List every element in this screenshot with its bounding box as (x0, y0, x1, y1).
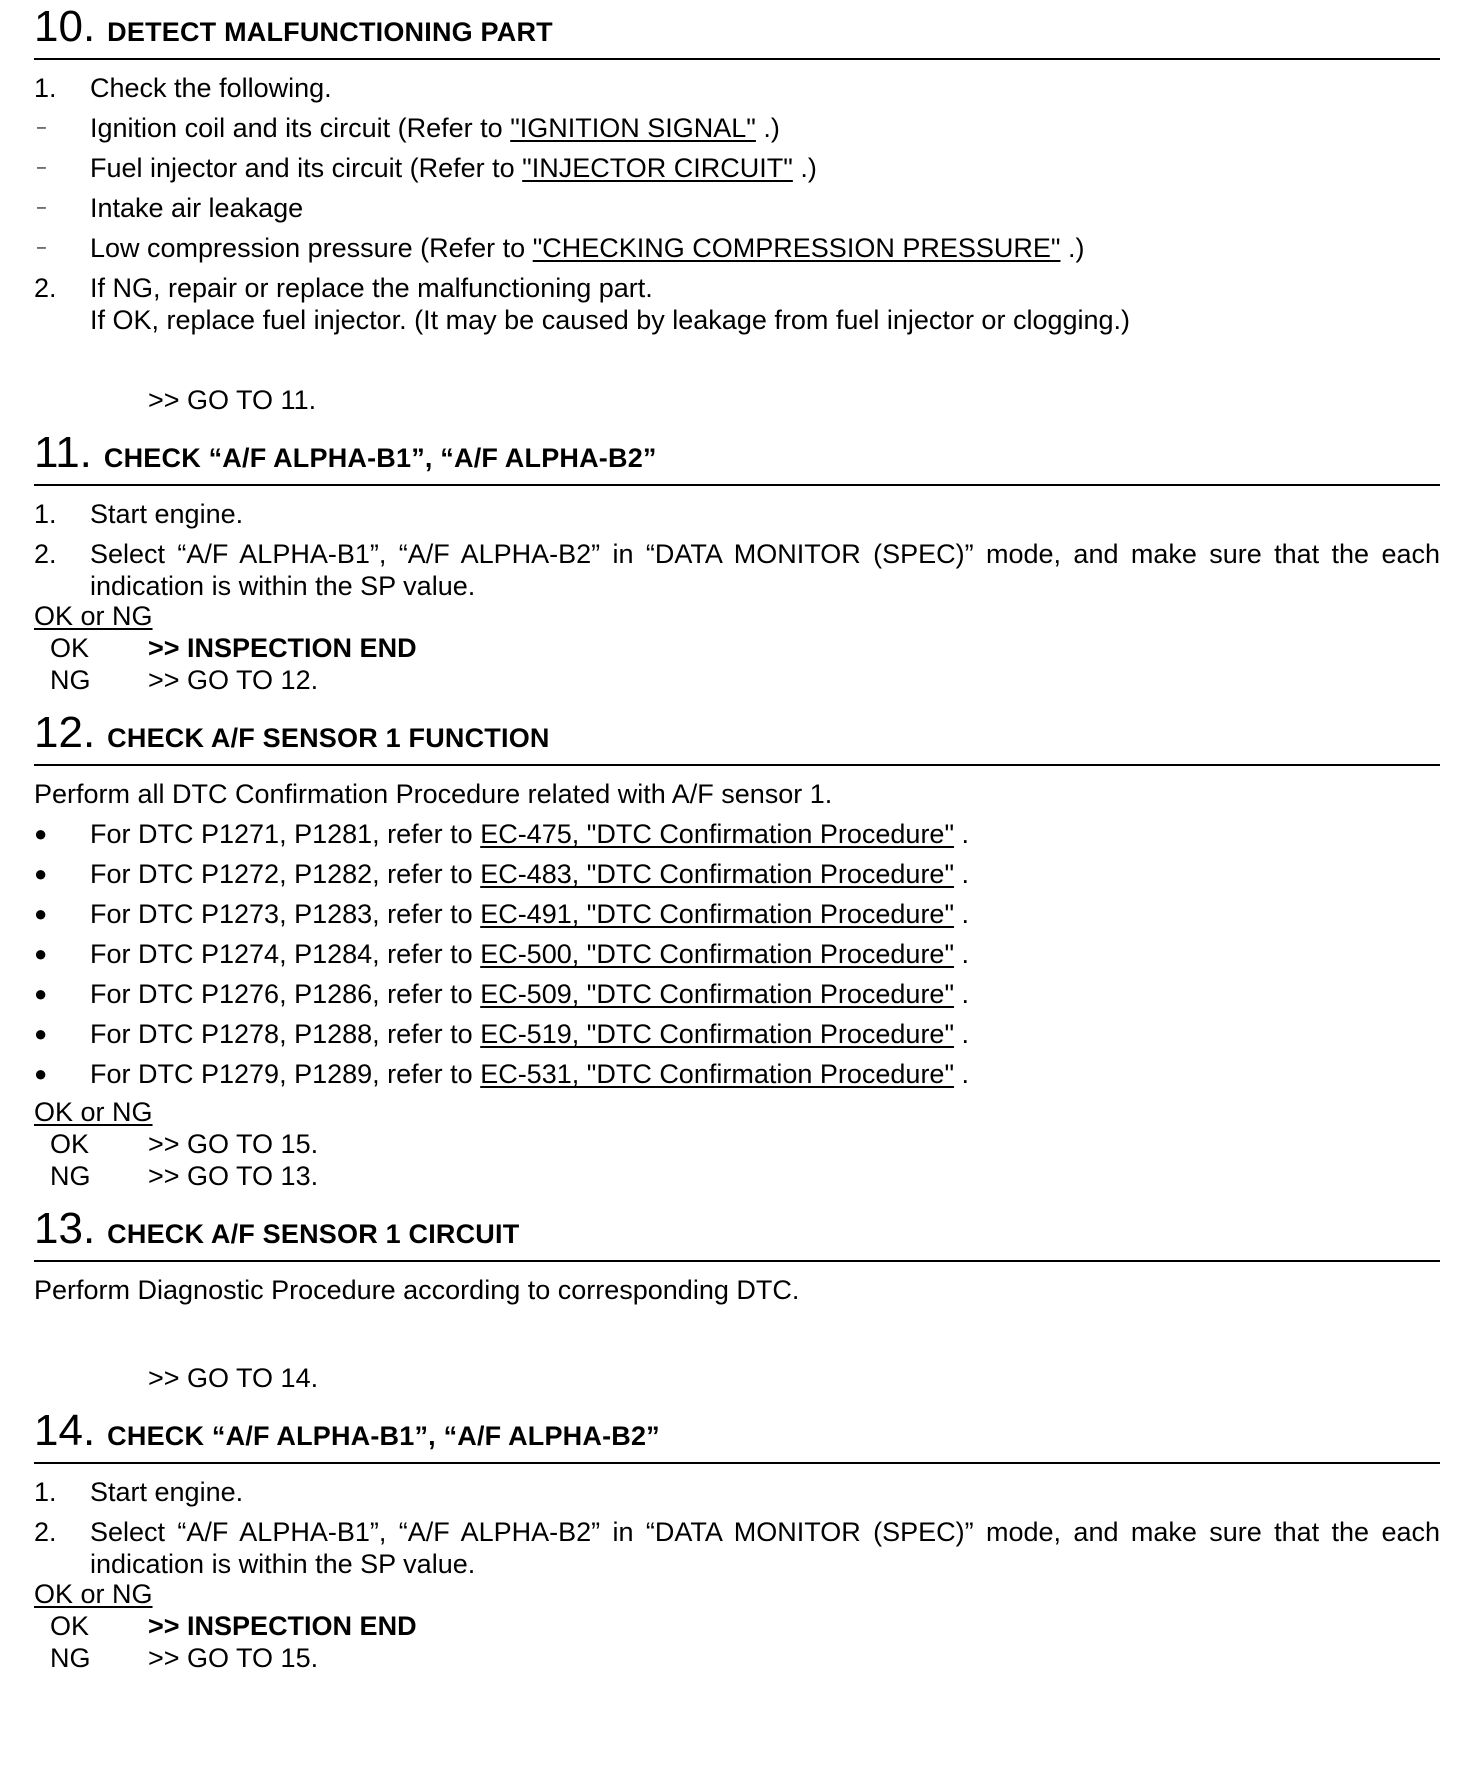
dash-marker: – (37, 119, 46, 136)
result-label: NG (50, 1161, 91, 1191)
list-text-tail: . (954, 859, 970, 889)
list-text-tail: . (954, 1019, 970, 1049)
step-title: CHECK A/F SENSOR 1 FUNCTION (107, 723, 550, 753)
step-number: 10. (34, 2, 96, 51)
list-text: For DTC P1278, P1288, refer to (90, 1019, 481, 1049)
step-13-header (34, 1202, 1440, 1262)
ec-491-link[interactable]: EC-491, "DTC Confirmation Procedure" (480, 899, 955, 929)
list-text: For DTC P1272, P1282, refer to (90, 859, 481, 889)
ok-or-ng-heading: OK or NG (34, 601, 153, 631)
ec-509-link[interactable]: EC-509, "DTC Confirmation Procedure" (480, 979, 955, 1009)
ignition-signal-link[interactable]: "IGNITION SIGNAL" (510, 113, 756, 143)
step-title: CHECK “A/F ALPHA-B1”, “A/F ALPHA-B2” (107, 1421, 660, 1451)
list-text: Low compression pressure (Refer to (90, 233, 533, 263)
list-item (34, 192, 1440, 232)
list-text-tail: . (954, 979, 970, 1009)
result-label: OK (50, 1611, 90, 1641)
ec-483-link[interactable]: EC-483, "DTC Confirmation Procedure" (480, 859, 955, 889)
bullet-icon: ● (34, 941, 48, 966)
document-page (34, 0, 1440, 1674)
result-ok-row (34, 1128, 1440, 1160)
step-number: 12. (34, 708, 96, 757)
intro-text: Perform all DTC Confirmation Procedure related with A/F sensor 1. (34, 779, 833, 809)
injector-circuit-link[interactable]: "INJECTOR CIRCUIT" (522, 153, 793, 183)
list-text: Ignition coil and its circuit (Refer to (90, 113, 511, 143)
result-action: >> INSPECTION END (148, 633, 417, 663)
list-marker: 2. (34, 273, 57, 303)
bullet-icon: ● (34, 901, 48, 926)
ec-500-link[interactable]: EC-500, "DTC Confirmation Procedure" (480, 939, 955, 969)
goto-action: >> GO TO 14. (148, 1363, 319, 1393)
list-item (34, 938, 1440, 978)
result-label: OK (50, 1129, 90, 1159)
ok-or-ng-heading: OK or NG (34, 1579, 153, 1609)
step-12-header (34, 706, 1440, 766)
list-text-tail: .) (755, 113, 780, 143)
list-text-tail: . (954, 899, 970, 929)
list-text: For DTC P1279, P1289, refer to (90, 1059, 481, 1089)
dash-marker: – (37, 199, 46, 216)
list-text: Start engine. (90, 499, 244, 529)
list-item (34, 818, 1440, 858)
list-text-tail: .) (1060, 233, 1085, 263)
result-action: >> GO TO 15. (148, 1643, 319, 1673)
result-action: >> INSPECTION END (148, 1611, 417, 1641)
list-item (34, 898, 1440, 938)
list-text: Select “A/F ALPHA-B1”, “A/F ALPHA-B2” in “DATA MONITOR (SPEC)” mode, and make sure that the each indication is within the SP value. (90, 1517, 1440, 1579)
result-ng-row (34, 664, 1440, 696)
result-label: NG (50, 665, 91, 695)
ec-531-link[interactable]: EC-531, "DTC Confirmation Procedure" (480, 1059, 955, 1089)
list-text: Intake air leakage (90, 193, 304, 223)
bullet-icon: ● (34, 981, 48, 1006)
list-item (34, 232, 1440, 272)
result-ok-row (34, 632, 1440, 664)
list-marker: 2. (34, 1517, 57, 1547)
ec-519-link[interactable]: EC-519, "DTC Confirmation Procedure" (480, 1019, 955, 1049)
list-marker: 1. (34, 1477, 57, 1507)
bullet-icon: ● (34, 1061, 48, 1086)
list-text: Start engine. (90, 1477, 244, 1507)
result-action: >> GO TO 12. (148, 665, 319, 695)
list-text: For DTC P1276, P1286, refer to (90, 979, 481, 1009)
compression-pressure-link[interactable]: "CHECKING COMPRESSION PRESSURE" (532, 233, 1061, 263)
dash-marker: – (37, 159, 46, 176)
list-text-tail: .) (792, 153, 817, 183)
step-title: CHECK A/F SENSOR 1 CIRCUIT (107, 1219, 520, 1249)
step-number: 14. (34, 1406, 96, 1455)
ok-or-ng-heading: OK or NG (34, 1097, 153, 1127)
intro-text: Perform Diagnostic Procedure according to corresponding DTC. (34, 1275, 800, 1305)
list-item (34, 152, 1440, 192)
list-text-tail: . (954, 939, 970, 969)
list-text: For DTC P1271, P1281, refer to (90, 819, 481, 849)
step-14-header (34, 1404, 1440, 1464)
list-item (34, 1018, 1440, 1058)
list-text: Check the following. (90, 73, 332, 103)
list-item (34, 1516, 1440, 1580)
result-ng-row (34, 1160, 1440, 1192)
list-text-tail: . (954, 1059, 970, 1089)
step-number: 13. (34, 1204, 96, 1253)
list-item (34, 1476, 1440, 1516)
ec-475-link[interactable]: EC-475, "DTC Confirmation Procedure" (480, 819, 955, 849)
result-action: >> GO TO 13. (148, 1161, 319, 1191)
list-text: If OK, replace fuel injector. (It may be caused by leakage from fuel injector or clogging.) (90, 305, 1131, 335)
list-text: For DTC P1273, P1283, refer to (90, 899, 481, 929)
list-marker: 1. (34, 499, 57, 529)
result-label: OK (50, 633, 90, 663)
list-text: For DTC P1274, P1284, refer to (90, 939, 481, 969)
step-title: DETECT MALFUNCTIONING PART (107, 17, 553, 47)
list-item (34, 538, 1440, 602)
list-item (34, 112, 1440, 152)
list-item (34, 1058, 1440, 1098)
list-text-tail: . (954, 819, 970, 849)
list-marker: 1. (34, 73, 57, 103)
list-text: Fuel injector and its circuit (Refer to (90, 153, 523, 183)
list-item (34, 72, 1440, 112)
list-item (34, 498, 1440, 538)
dash-marker: – (37, 239, 46, 256)
result-ok-row (34, 1610, 1440, 1642)
result-action: >> GO TO 15. (148, 1129, 319, 1159)
list-item (34, 978, 1440, 1018)
result-ng-row (34, 1642, 1440, 1674)
list-marker: 2. (34, 539, 57, 569)
list-item (34, 272, 1440, 336)
step-number: 11. (34, 428, 92, 477)
result-label: NG (50, 1643, 91, 1673)
goto-action: >> GO TO 11. (148, 385, 317, 415)
step-10-header (34, 0, 1440, 60)
step-11-header (34, 426, 1440, 486)
step-title: CHECK “A/F ALPHA-B1”, “A/F ALPHA-B2” (103, 443, 657, 473)
bullet-icon: ● (34, 821, 48, 846)
list-item (34, 858, 1440, 898)
bullet-icon: ● (34, 861, 48, 886)
bullet-icon: ● (34, 1021, 48, 1046)
list-text: If NG, repair or replace the malfunctioning part. (90, 273, 653, 303)
list-text: Select “A/F ALPHA-B1”, “A/F ALPHA-B2” in “DATA MONITOR (SPEC)” mode, and make sure that the each indication is within the SP value. (90, 539, 1440, 601)
